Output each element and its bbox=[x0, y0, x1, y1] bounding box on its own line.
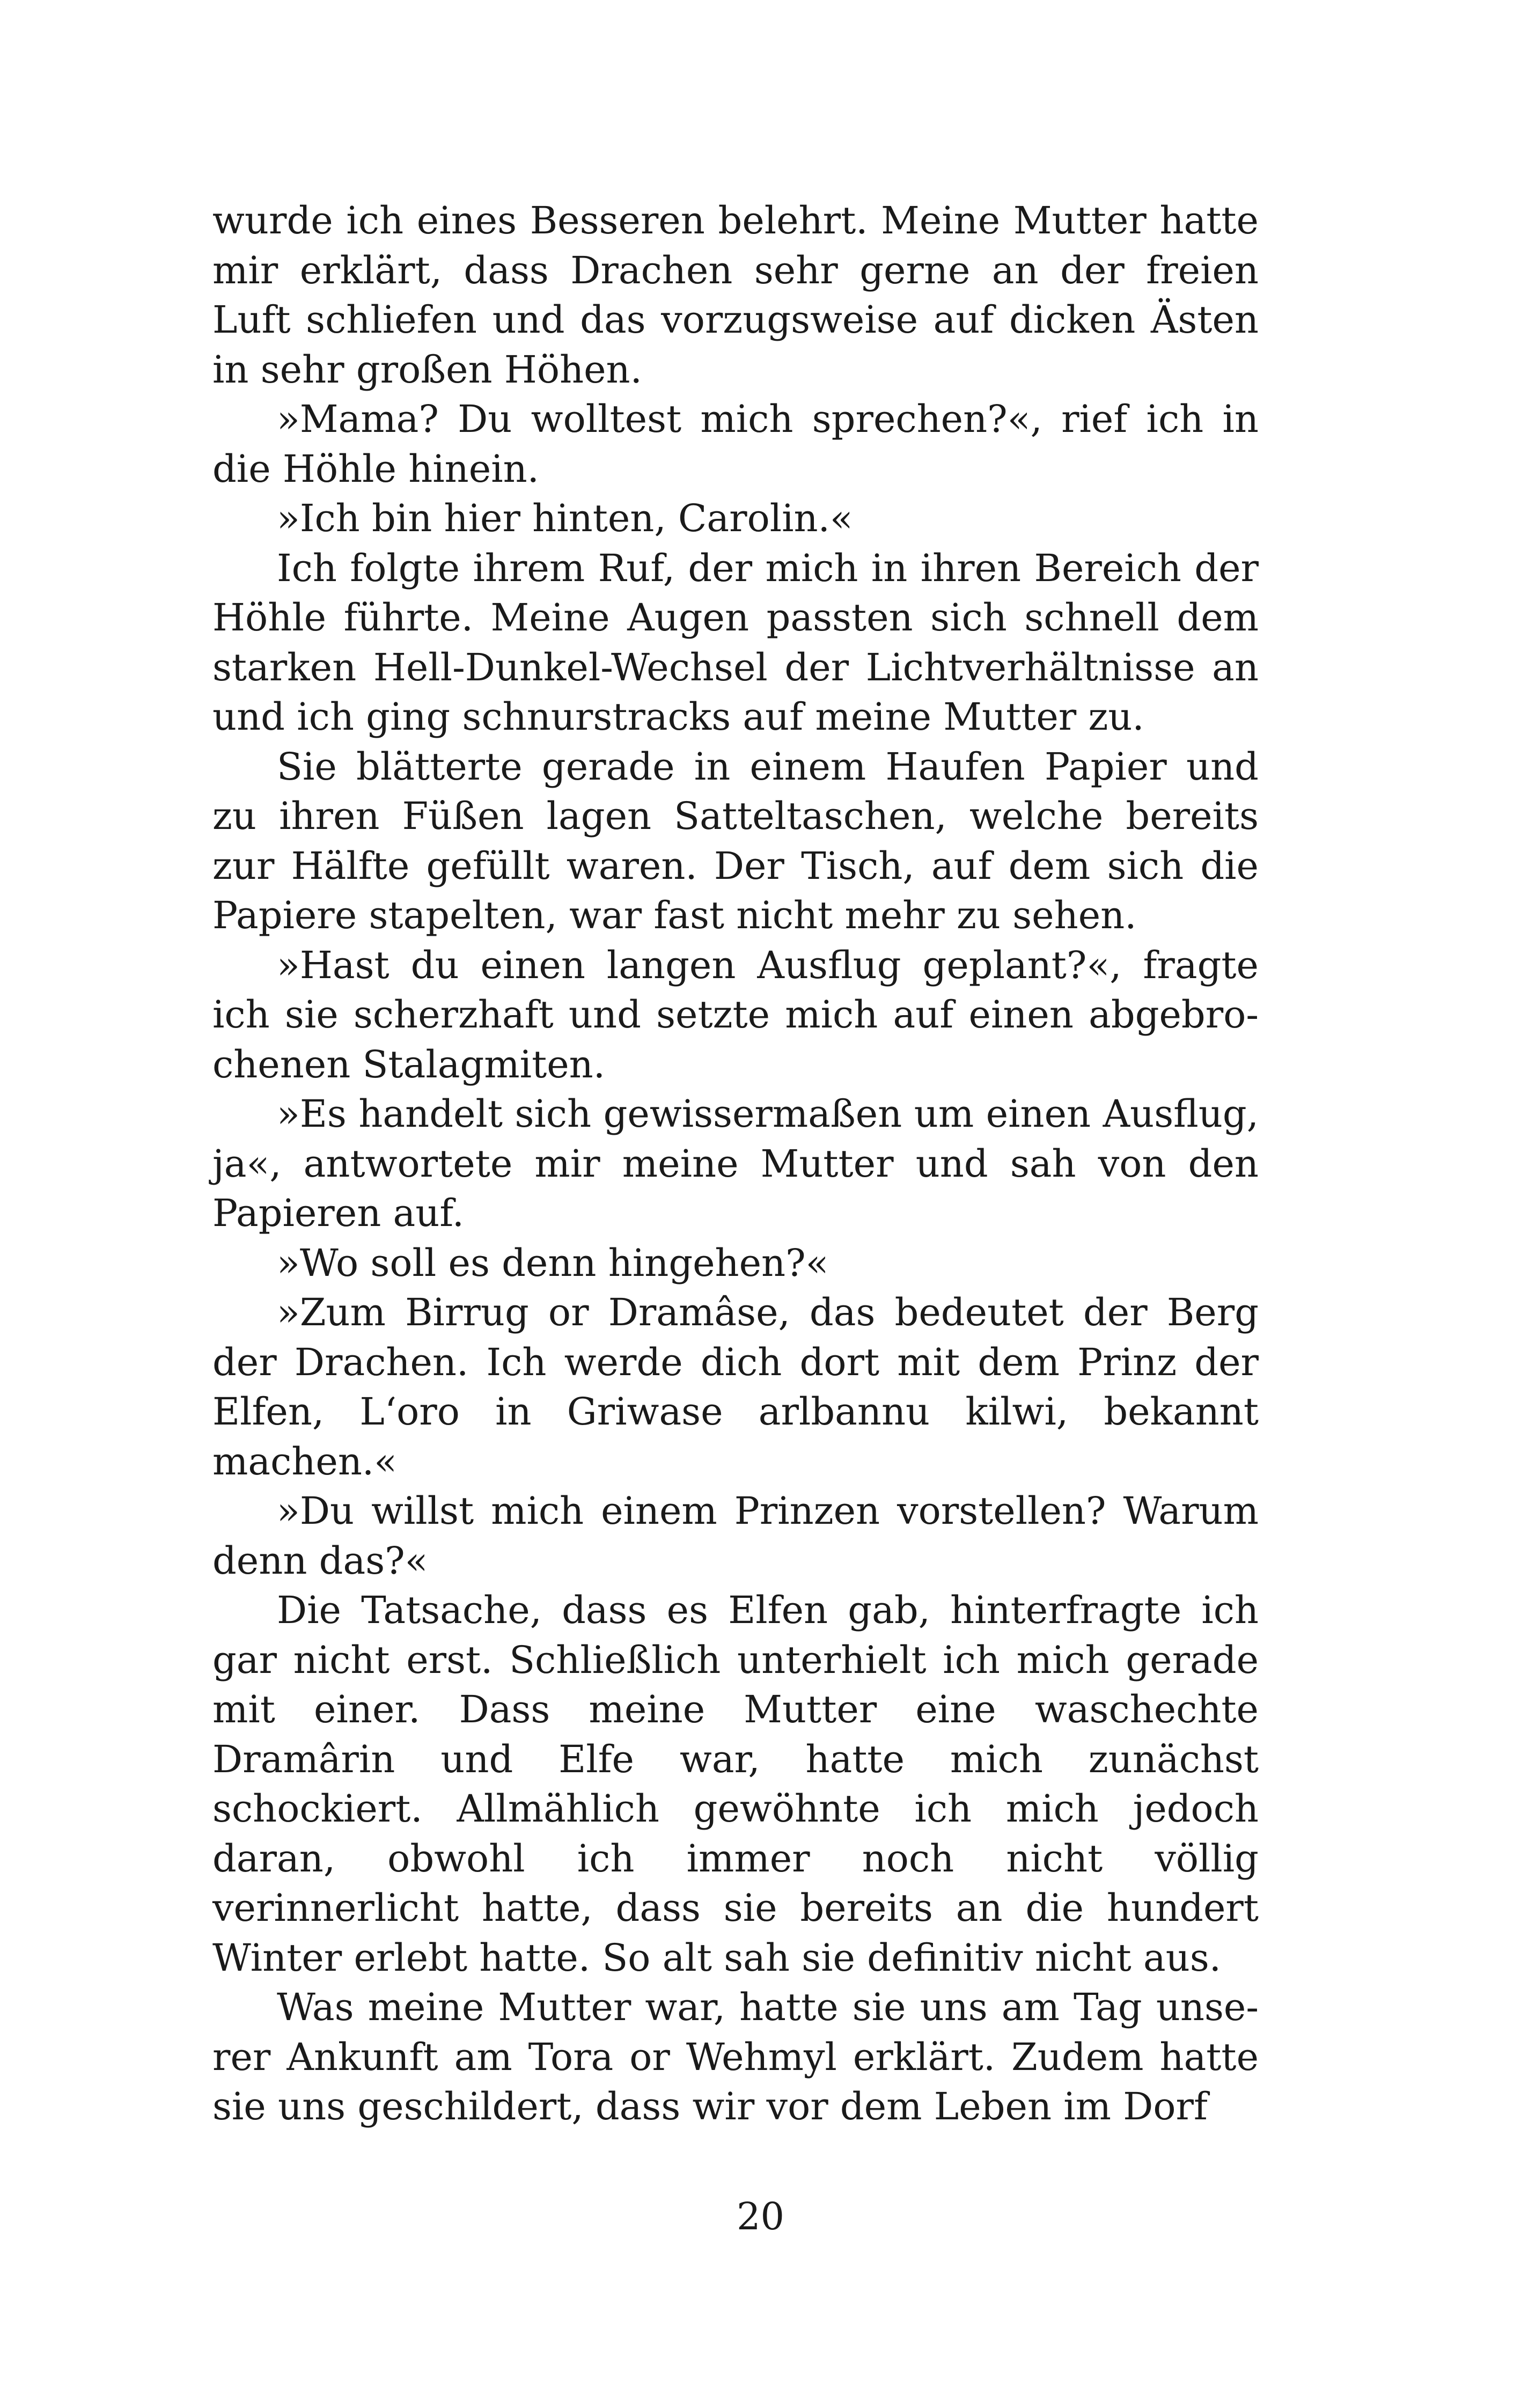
paragraph: Was meine Mutter war, hatte sie uns am Tag unserer Ankunft am Tora or Wehmyl erklärt. Zudem hatte sie uns geschildert, dass wir vor dem Leben im Dorf bbox=[212, 1985, 1259, 2128]
page-number: 20 bbox=[736, 2194, 785, 2238]
body-text bbox=[212, 196, 1259, 2132]
paragraph: Ich folgte ihrem Ruf, der mich in ihren Bereich der Höhle führte. Meine Augen passten sich schnell dem starken Hell-Dunkel-Wechsel der Lichtverhältnisse an und ich ging schnurstracks auf meine Mutter zu. bbox=[212, 546, 1259, 739]
paragraph: »Hast du einen langen Ausflug geplant?«, fragte ich sie scherzhaft und setzte mich auf einen abgebrochenen Stalagmiten. bbox=[212, 943, 1259, 1086]
paragraph: »Zum Birrug or Dramâse, das bedeutet der Berg der Drachen. Ich werde dich dort mit dem Prinz der Elfen, L‘oro in Griwase arlbannu kilwi, bekannt machen.« bbox=[212, 1290, 1259, 1484]
paragraph: »Es handelt sich gewissermaßen um einen Ausflug, ja«, antwortete mir meine Mutter und sah von den Papieren auf. bbox=[212, 1092, 1259, 1235]
paragraph: wurde ich eines Besseren belehrt. Meine Mutter hatte mir erklärt, dass Drachen sehr gerne an der freien Luft schliefen und das vorzugsweise auf dicken Ästen in sehr großen Höhen. bbox=[212, 199, 1259, 392]
paragraph: »Du willst mich einem Prinzen vorstellen? Warum denn das?« bbox=[212, 1489, 1259, 1583]
paragraph: Die Tatsache, dass es Elfen gab, hinterfragte ich gar nicht erst. Schließlich unterhielt ich mich gerade mit einer. Dass meine Mutter eine waschechte Dramârin und Elfe war, hatte mich zunächst schockiert. Allmählich gewöhnte ich mich jedoch daran, obwohl ich immer noch nicht völlig verinnerlicht hatte, dass sie bereits an die hundert Winter erlebt hatte. So alt sah sie definitiv nicht aus. bbox=[212, 1588, 1259, 1980]
paragraph: »Ich bin hier hinten, Carolin.« bbox=[277, 496, 853, 540]
paragraph: »Mama? Du wolltest mich sprechen?«, rief ich in die Höhle hinein. bbox=[212, 397, 1259, 491]
paragraph: »Wo soll es denn hingehen?« bbox=[277, 1240, 829, 1285]
paragraph: Sie blätterte gerade in einem Haufen Papier und zu ihren Füßen lagen Satteltaschen, welche bereits zur Hälfte gefüllt waren. Der Tisch, auf dem sich die Papiere stapelten, war fast nicht mehr zu sehen. bbox=[212, 744, 1259, 937]
